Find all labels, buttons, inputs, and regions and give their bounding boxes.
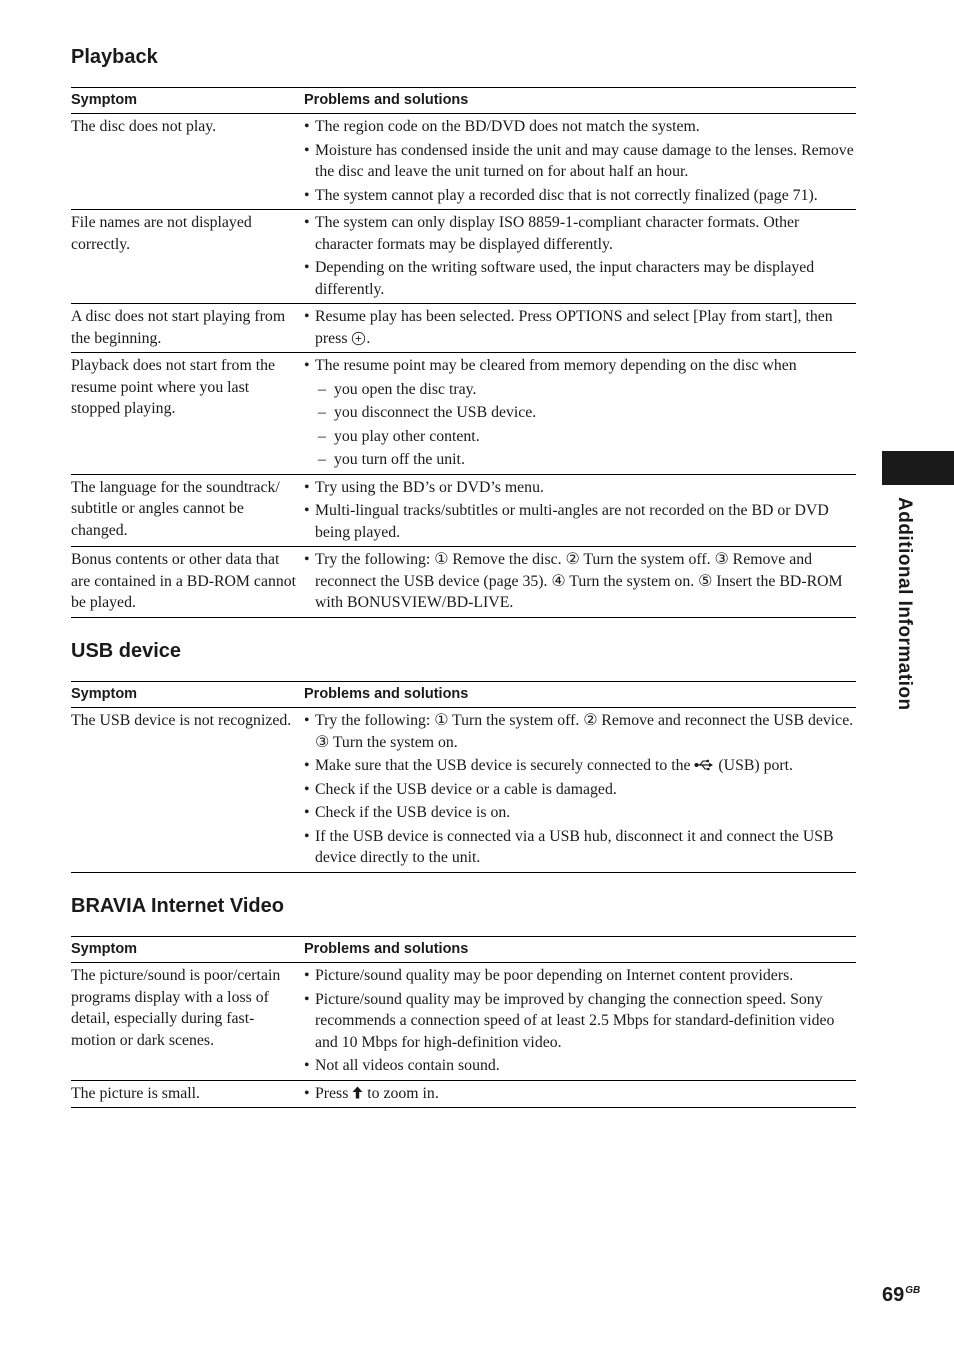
table-row: [71, 708, 856, 873]
troubleshooting-table: [71, 87, 856, 618]
symptom-cell: A disc does not start playing from the beginning.: [71, 304, 304, 353]
section-title: BRAVIA Internet Video: [71, 895, 284, 917]
column-header-symptom: Symptom: [71, 682, 304, 708]
table-header-row: [71, 937, 856, 963]
solution-text: The resume point may be cleared from memory depending on the disc when: [315, 357, 797, 374]
symptom-cell: Playback does not start from the resume point where you last stopped playing.: [71, 353, 304, 475]
table-row: [71, 210, 856, 304]
troubleshooting-table: [71, 936, 856, 1108]
page-number: [882, 1284, 920, 1307]
section-playback: [71, 45, 856, 618]
solution-item: • Picture/sound quality may be poor depending on Internet content providers.: [304, 965, 856, 987]
solution-item: [304, 755, 856, 777]
solutions-cell: [304, 353, 856, 475]
enter-button-icon: [351, 331, 366, 346]
symptom-cell: The language for the soundtrack/ subtitle or angles cannot be changed.: [71, 474, 304, 547]
section-title: Playback: [71, 46, 158, 68]
column-header-solutions: Problems and solutions: [304, 88, 856, 114]
solutions-cell: [304, 1080, 856, 1108]
solution-text: Press: [315, 1084, 353, 1102]
solution-item: • Multi-lingual tracks/subtitles or multi-angles are not recorded on the BD or DVD being played.: [304, 500, 856, 543]
symptom-cell: The picture is small.: [71, 1080, 304, 1108]
solution-item: • Moisture has condensed inside the unit and may cause damage to the lenses. Remove the disc and leave the unit turned on for about half an hour.: [304, 140, 856, 183]
solution-text-end: (USB) port.: [714, 757, 793, 774]
solution-item: [304, 1083, 856, 1105]
solutions-cell: [304, 547, 856, 618]
side-tab-marker: [882, 451, 954, 485]
solution-item: • Depending on the writing software used, the input characters may be displayed differently.: [304, 257, 856, 300]
solutions-cell: [304, 708, 856, 873]
solution-item: • Try the following: ① Remove the disc. ② Turn the system off. ③ Remove and reconnect the USB device (page 35). ④ Turn the system on. ⑤ Insert the BD-ROM with BONUSVIEW/BD-LIVE.: [304, 549, 856, 614]
page-number-value: 69: [882, 1284, 905, 1306]
up-arrow-icon: [352, 1086, 363, 1099]
table-row: [71, 547, 856, 618]
table-row: [71, 1080, 856, 1108]
side-tab-label: Additional Information: [894, 497, 915, 711]
solution-item: • Check if the USB device is on.: [304, 802, 856, 824]
symptom-cell: Bonus contents or other data that are contained in a BD-ROM cannot be played.: [71, 547, 304, 618]
solutions-cell: [304, 114, 856, 210]
page-number-suffix: GB: [905, 1285, 921, 1296]
table-row: [71, 353, 856, 475]
solutions-cell: [304, 474, 856, 547]
section-title: USB device: [71, 640, 182, 662]
table-row: [71, 474, 856, 547]
sub-item: – you disconnect the USB device.: [315, 402, 856, 424]
sub-item: – you play other content.: [315, 426, 856, 448]
solutions-cell: [304, 963, 856, 1081]
troubleshooting-table: [71, 681, 856, 873]
symptom-cell: The picture/sound is poor/certain programs display with a loss of detail, especially during fast-motion or dark scenes.: [71, 963, 304, 1081]
sub-item: – you turn off the unit.: [315, 449, 856, 471]
symptom-cell: File names are not displayed correctly.: [71, 210, 304, 304]
solution-text: Resume play has been selected. Press OPTIONS and select [Play from start], then press: [315, 308, 833, 347]
solution-item: • Try using the BD’s or DVD’s menu.: [304, 477, 856, 499]
solution-item: • The system cannot play a recorded disc that is not correctly finalized (page 71).: [304, 185, 856, 207]
column-header-solutions: Problems and solutions: [304, 682, 856, 708]
solution-text: Make sure that the USB device is securely connected to the: [315, 757, 695, 774]
column-header-symptom: Symptom: [71, 937, 304, 963]
column-header-symptom: Symptom: [71, 88, 304, 114]
solution-text-end: .: [366, 329, 371, 347]
table-row: [71, 963, 856, 1081]
solutions-cell: [304, 304, 856, 353]
solution-item: • Picture/sound quality may be improved by changing the connection speed. Sony recommends a connection speed of at least 2.5 Mbps for standard-definition video and 10 Mbps for high-definition video.: [304, 989, 856, 1054]
solution-item: • The region code on the BD/DVD does not match the system.: [304, 116, 856, 138]
symptom-cell: The disc does not play.: [71, 114, 304, 210]
section-bravia-internet-video: [71, 894, 856, 1108]
section-usb-device: [71, 639, 856, 873]
solution-item: • Check if the USB device or a cable is damaged.: [304, 779, 856, 801]
solution-item: [304, 306, 856, 349]
solution-item: • Try the following: ① Turn the system off. ② Remove and reconnect the USB device. ③ Turn the system on.: [304, 710, 856, 753]
solution-text-end: to zoom in.: [363, 1084, 439, 1102]
solutions-cell: [304, 210, 856, 304]
sub-item: – you open the disc tray.: [315, 379, 856, 401]
solution-item: [304, 355, 856, 471]
symptom-cell: The USB device is not recognized.: [71, 708, 304, 873]
solution-item: • Not all videos contain sound.: [304, 1055, 856, 1077]
table-header-row: [71, 88, 856, 114]
table-row: [71, 304, 856, 353]
usb-icon: [694, 759, 714, 771]
solution-item: • The system can only display ISO 8859-1-compliant character formats. Other character formats may be displayed differently.: [304, 212, 856, 255]
table-row: [71, 114, 856, 210]
solution-item: • If the USB device is connected via a USB hub, disconnect it and connect the USB device directly to the unit.: [304, 826, 856, 869]
table-header-row: [71, 682, 856, 708]
column-header-solutions: Problems and solutions: [304, 937, 856, 963]
